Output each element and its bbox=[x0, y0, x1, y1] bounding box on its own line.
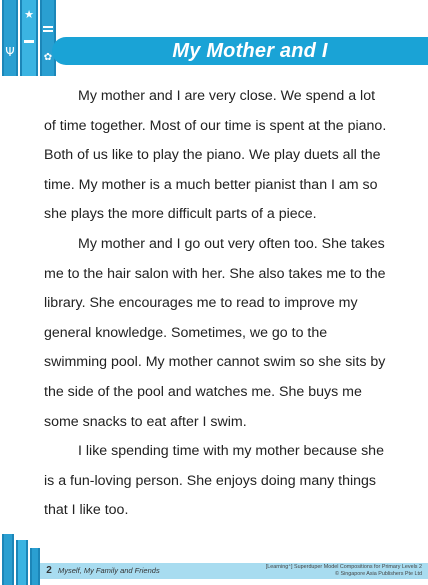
footer-credit-line-2: © Singapore Asia Publishers Pte Ltd bbox=[335, 571, 422, 577]
composition-body bbox=[44, 82, 388, 526]
footer-credit-line-1: [Learning⁺] Superduper Model Compositions for Primary Levels 2 bbox=[265, 564, 422, 570]
svg-text:✿: ✿ bbox=[43, 52, 53, 63]
page-title: My Mother and I bbox=[172, 40, 328, 62]
footer-section-title: Myself, My Family and Friends bbox=[58, 566, 160, 575]
svg-text:★: ★ bbox=[24, 8, 34, 21]
footer-credits bbox=[202, 564, 422, 578]
paragraph-1: My mother and I are very close. We spend a lot of time together. Most of our time is spent at the piano. Both of us like to play the piano. We play duets all the time. My mother is a much better pianist than I am so she plays the more difficult parts of a piece. bbox=[44, 88, 387, 223]
page-number: 2 bbox=[46, 565, 52, 576]
svg-text:Ψ: Ψ bbox=[5, 45, 15, 59]
paragraph-3: I like spending time with my mother because she is a fun-loving person. She enjoys doing many things that I like too. bbox=[44, 443, 384, 519]
title-bar bbox=[52, 37, 428, 65]
paragraph-2: My mother and I go out very often too. She takes me to the hair salon with her. She also takes me to the library. She encourages me to read to improve my general knowledge. Sometimes, we go to the swimming pool. My mother cannot swim so she sits by the side of the pool and watches me. She buys me some snacks to eat after I swim. bbox=[44, 235, 386, 430]
